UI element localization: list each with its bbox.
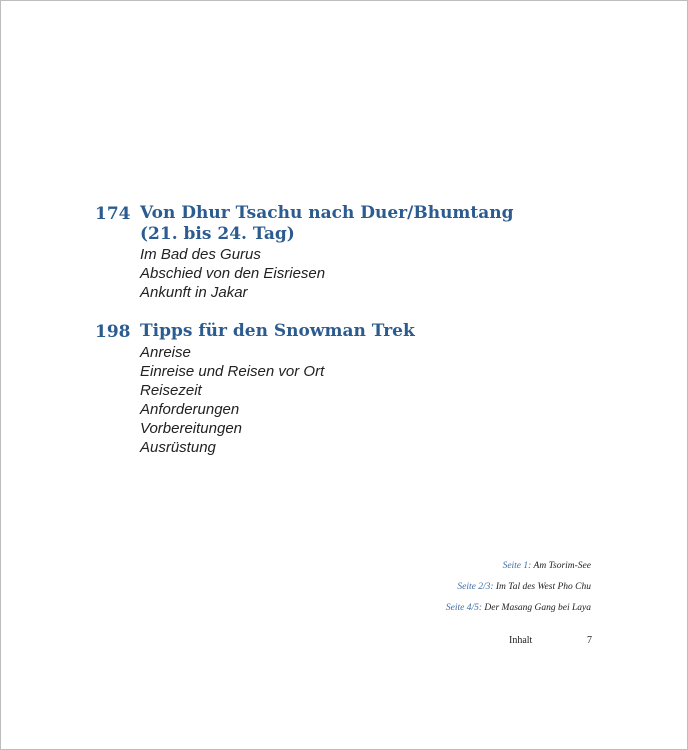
caption-label: Seite 1: — [502, 561, 532, 571]
footer-section-title: Inhalt — [509, 635, 533, 646]
toc-subentry: Ausrüstung — [140, 439, 216, 456]
caption-text: Im Tal des West Pho Chu — [495, 582, 591, 592]
toc-subentry: Vorbereitungen — [140, 420, 243, 437]
image-captions — [446, 561, 591, 624]
caption-label: Seite 2/3: — [457, 582, 494, 592]
toc-subentry: Ankunft in Jakar — [140, 284, 248, 301]
toc-heading-line: Von Dhur Tsachu nach Duer/Bhumtang — [140, 203, 514, 223]
toc-page-number: 174 — [95, 204, 131, 224]
toc-subentry: Anreise — [140, 344, 191, 361]
toc-entry-174 — [95, 203, 514, 302]
caption-text: Am Tsorim-See — [533, 561, 591, 571]
toc-heading-line: Tipps für den Snowman Trek — [140, 321, 415, 341]
footer-page-number: 7 — [587, 635, 592, 646]
caption-text: Der Masang Gang bei Laya — [484, 603, 591, 613]
toc-subentry: Im Bad des Gurus — [140, 246, 261, 263]
image-caption — [446, 603, 591, 614]
image-caption — [446, 561, 591, 572]
image-caption — [446, 582, 591, 593]
toc-subentry: Anforderungen — [140, 401, 240, 418]
toc-page-number: 198 — [95, 322, 131, 342]
toc-subentry: Einreise und Reisen vor Ort — [140, 363, 325, 380]
toc-subentries — [140, 245, 514, 302]
toc-heading-line: (21. bis 24. Tag) — [140, 224, 295, 244]
toc-subentries — [140, 343, 415, 457]
toc-entry-198 — [95, 321, 415, 457]
toc-subentry: Reisezeit — [140, 382, 202, 399]
caption-label: Seite 4/5: — [445, 603, 483, 613]
toc-subentry: Abschied von den Eisriesen — [140, 265, 326, 282]
